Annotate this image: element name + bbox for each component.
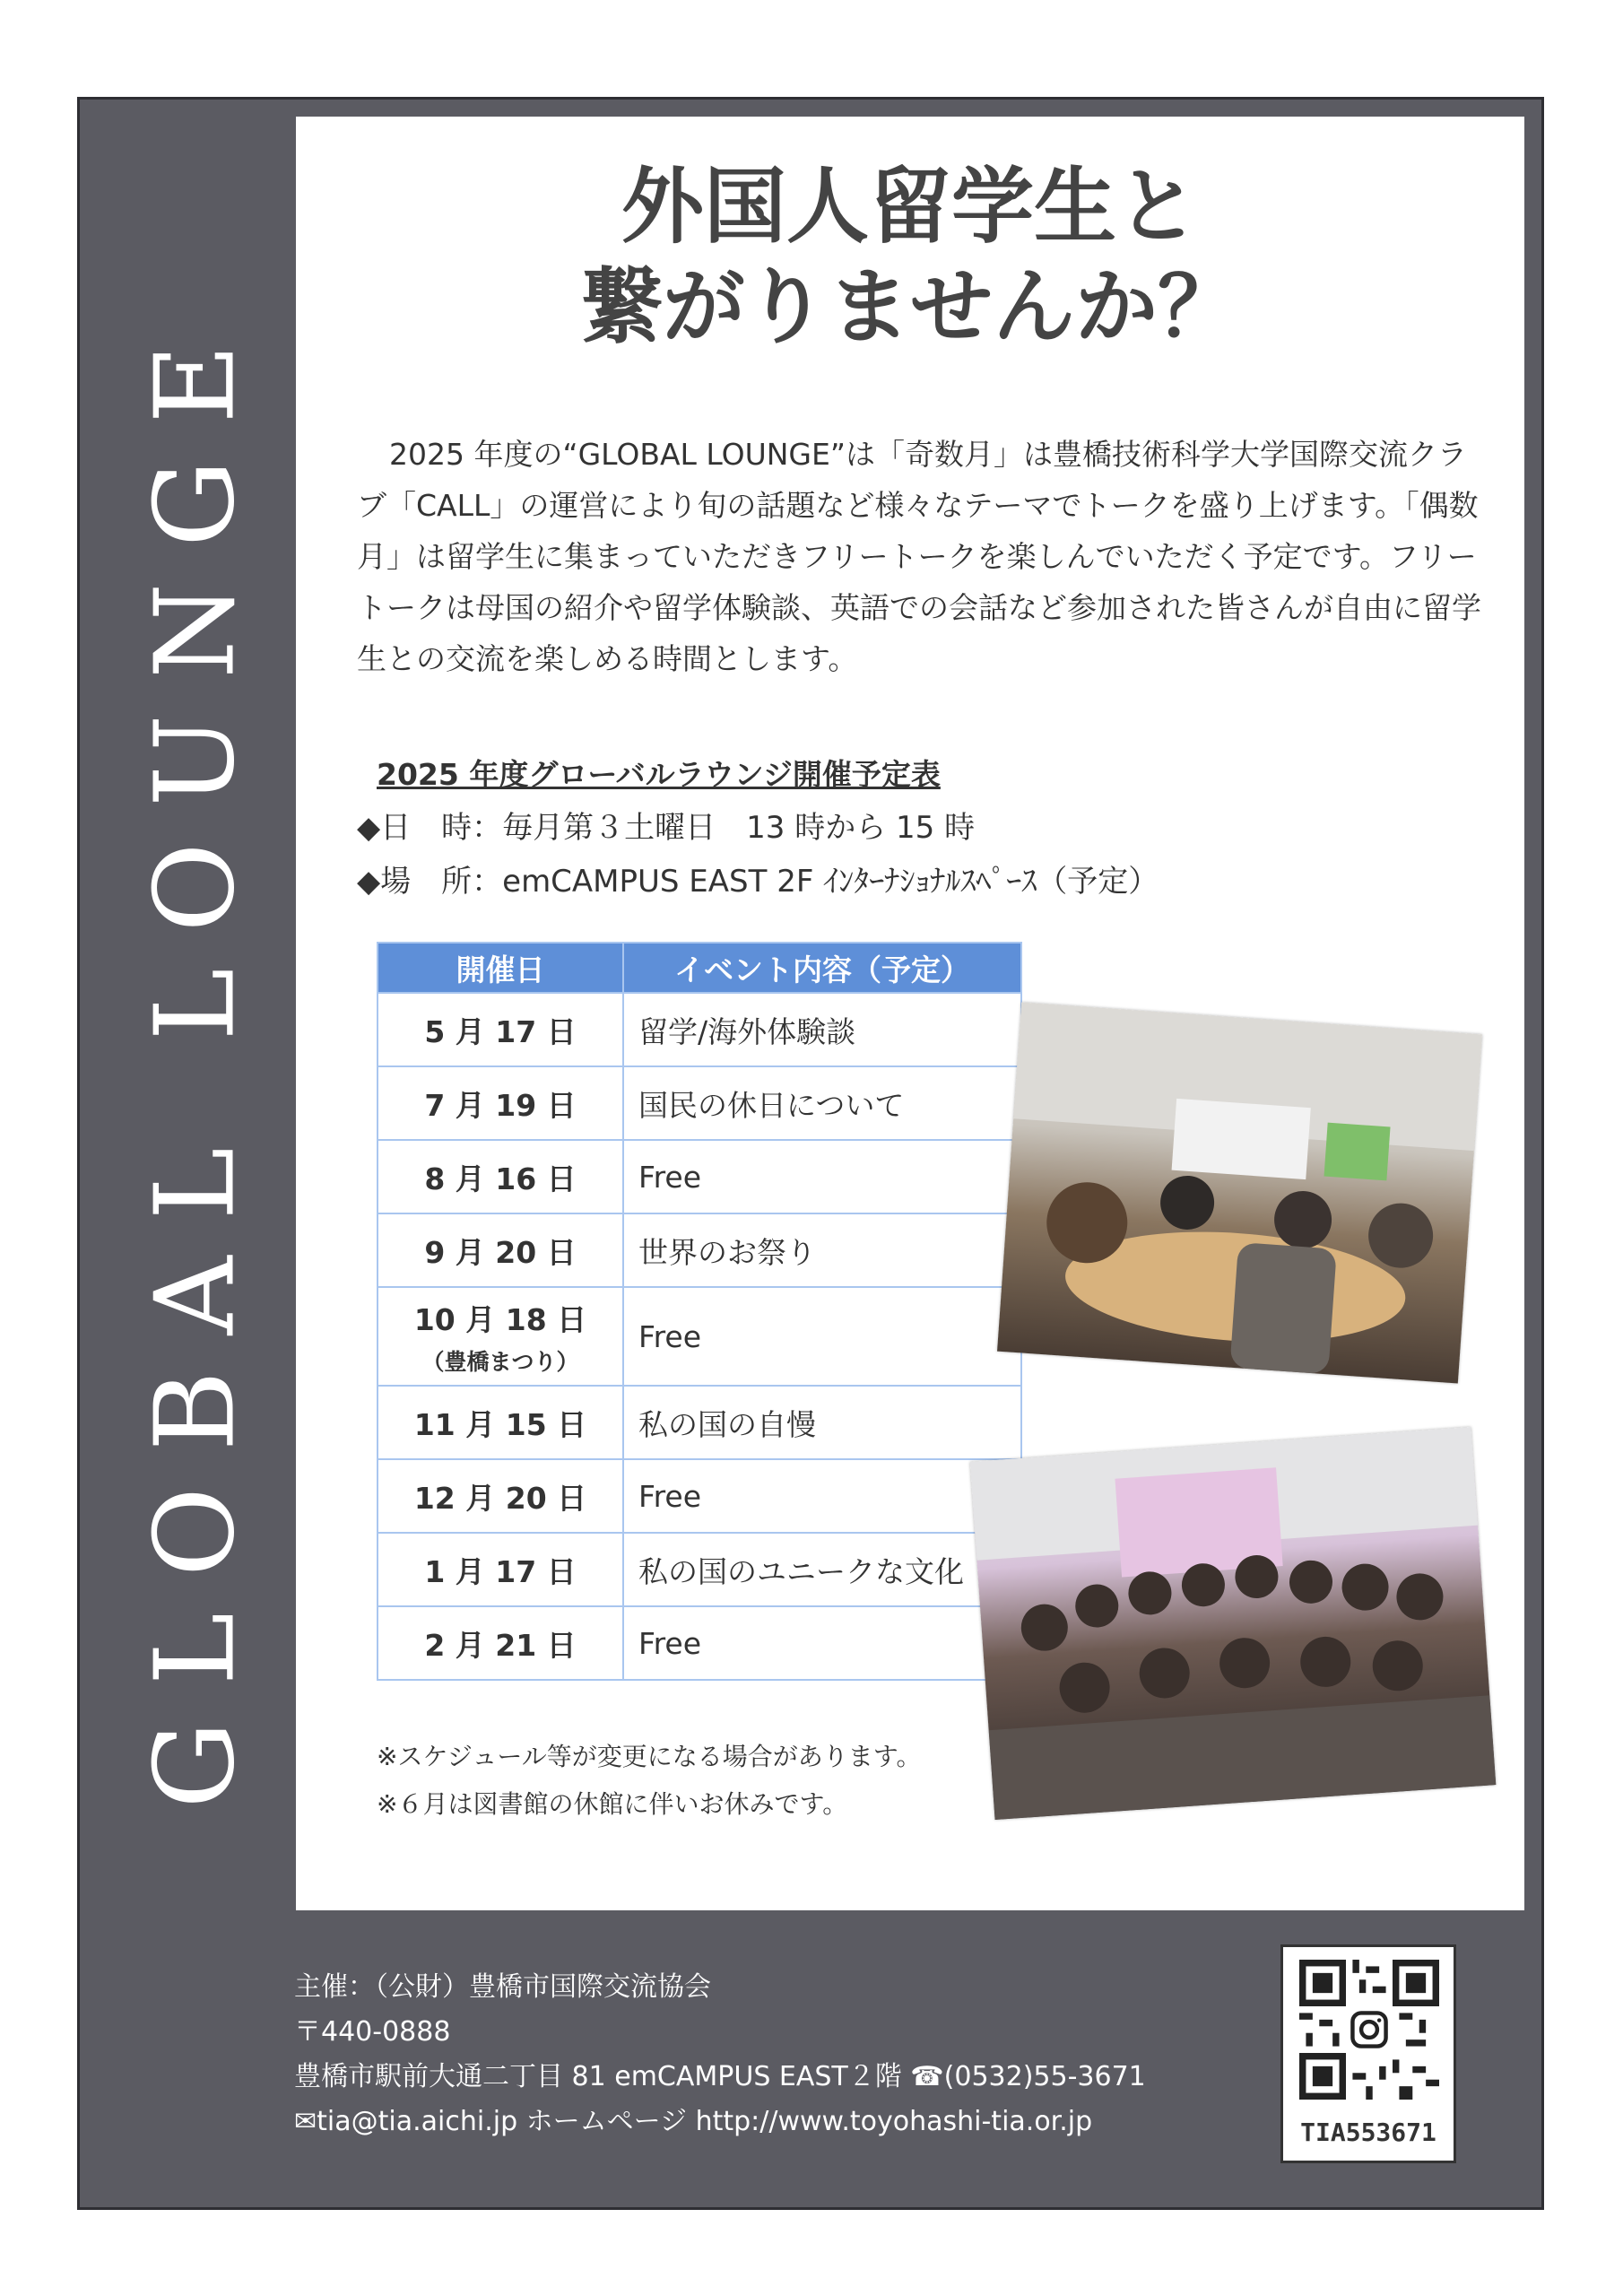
intro-line: ブ「CALL」の運営により旬の話題など様々なテーマでトークを盛り上げます。「偶数月」は <box>357 488 1479 574</box>
headline-line-1: 外国人留学生と <box>621 159 1199 255</box>
row-event: Free <box>623 1140 1021 1213</box>
date-text: 5 月 17 日 <box>424 1013 577 1049</box>
date-text: 12 月 20 日 <box>413 1480 587 1516</box>
intro-line: 2025 年度の“GLOBAL LOUNGE”は「奇数月」は豊橋技術科学大学国際交流クラ <box>389 437 1467 472</box>
date-text: 1 月 17 日 <box>424 1553 577 1589</box>
table-header-row <box>378 943 1021 993</box>
vertical-title <box>106 269 285 1848</box>
place-line: ◆場 所：emCAMPUS EAST 2F ｲﾝﾀｰﾅｼｮﾅﾙｽﾍﾟｰｽ（予定） <box>357 864 1159 900</box>
schedule-table <box>377 942 1022 1681</box>
footer-contact: ✉tia@tia.aichi.jp ホームページ http://www.toyohashi-tia.or.jp <box>294 2106 1093 2137</box>
footer-postal: 〒440-0888 <box>294 2016 451 2048</box>
intro-line: 留学生に集まっていただきフリートークを楽しんでいただく予定です。フリートークは母国の紹 <box>357 539 1477 625</box>
row-event: Free <box>623 1287 1021 1386</box>
qr-id-label: TIA553671 <box>1300 2118 1436 2147</box>
table-row <box>378 1606 1021 1680</box>
row-date <box>378 993 623 1066</box>
row-date <box>378 1459 623 1533</box>
row-date <box>378 1386 623 1459</box>
event-photo-room <box>997 1003 1482 1384</box>
table-row <box>378 993 1021 1066</box>
date-text: 9 月 20 日 <box>424 1234 577 1270</box>
row-date <box>378 1606 623 1680</box>
row-date <box>378 1066 623 1140</box>
vertical-title-text: GLOBAL LOUNGE <box>132 308 260 1809</box>
row-event: 私の国の自慢 <box>623 1386 1021 1459</box>
intro-paragraph <box>357 429 1487 684</box>
row-event: 国民の休日について <box>623 1066 1021 1140</box>
row-date <box>378 1213 623 1287</box>
date-text: 2 月 21 日 <box>424 1627 577 1663</box>
intro-line: 介や留学体験談、英語での会話など参加された皆さんが自由に留学生との交流を楽し <box>357 590 1481 676</box>
headline-line-2: 繋がりませんか？ <box>579 259 1240 355</box>
table-row <box>378 1213 1021 1287</box>
note-2: ※６月は図書館の休館に伴いお休みです。 <box>377 1789 848 1819</box>
note-1: ※スケジュール等が変更になる場合があります。 <box>377 1742 922 1771</box>
footer-address: 豊橋市駅前大通二丁目 81 emCAMPUS EAST２階 ☎(0532)55-3671 <box>294 2061 1146 2092</box>
table-row <box>378 1287 1021 1386</box>
date-subtext: （豊橋まつり） <box>421 1348 579 1375</box>
schedule-title: 2025 年度グローバルラウンジ開催予定表 <box>377 757 941 792</box>
row-event: 留学/海外体験談 <box>623 993 1021 1066</box>
table-row <box>378 1533 1021 1606</box>
table-row <box>378 1459 1021 1533</box>
footer-organizer: 主催：（公財）豊橋市国際交流協会 <box>294 1971 711 2003</box>
table-row <box>378 1066 1021 1140</box>
date-text: 10 月 18 日 <box>413 1301 587 1337</box>
row-date <box>378 1533 623 1606</box>
date-text: 7 月 19 日 <box>424 1087 577 1123</box>
row-date <box>378 1287 623 1386</box>
qr-code-icon[interactable] <box>1299 1960 1439 2100</box>
row-event: 私の国のユニークな文化 <box>623 1533 1021 1606</box>
row-event: Free <box>623 1459 1021 1533</box>
datetime-line: ◆日 時：毎月第３土曜日 13 時から 15 時 <box>357 810 976 846</box>
row-date <box>378 1140 623 1213</box>
date-text: 8 月 16 日 <box>424 1161 577 1196</box>
row-event: 世界のお祭り <box>623 1213 1021 1287</box>
table-row <box>378 1140 1021 1213</box>
date-text: 11 月 15 日 <box>413 1406 587 1442</box>
qr-code-box[interactable] <box>1280 1944 1456 2163</box>
intro-line: める時間とします。 <box>594 641 858 676</box>
table-row <box>378 1386 1021 1459</box>
header-event: イベント内容（予定） <box>623 943 1021 993</box>
headline <box>296 157 1524 358</box>
header-date: 開催日 <box>378 943 623 993</box>
event-photo-group <box>970 1427 1497 1820</box>
row-event: Free <box>623 1606 1021 1680</box>
